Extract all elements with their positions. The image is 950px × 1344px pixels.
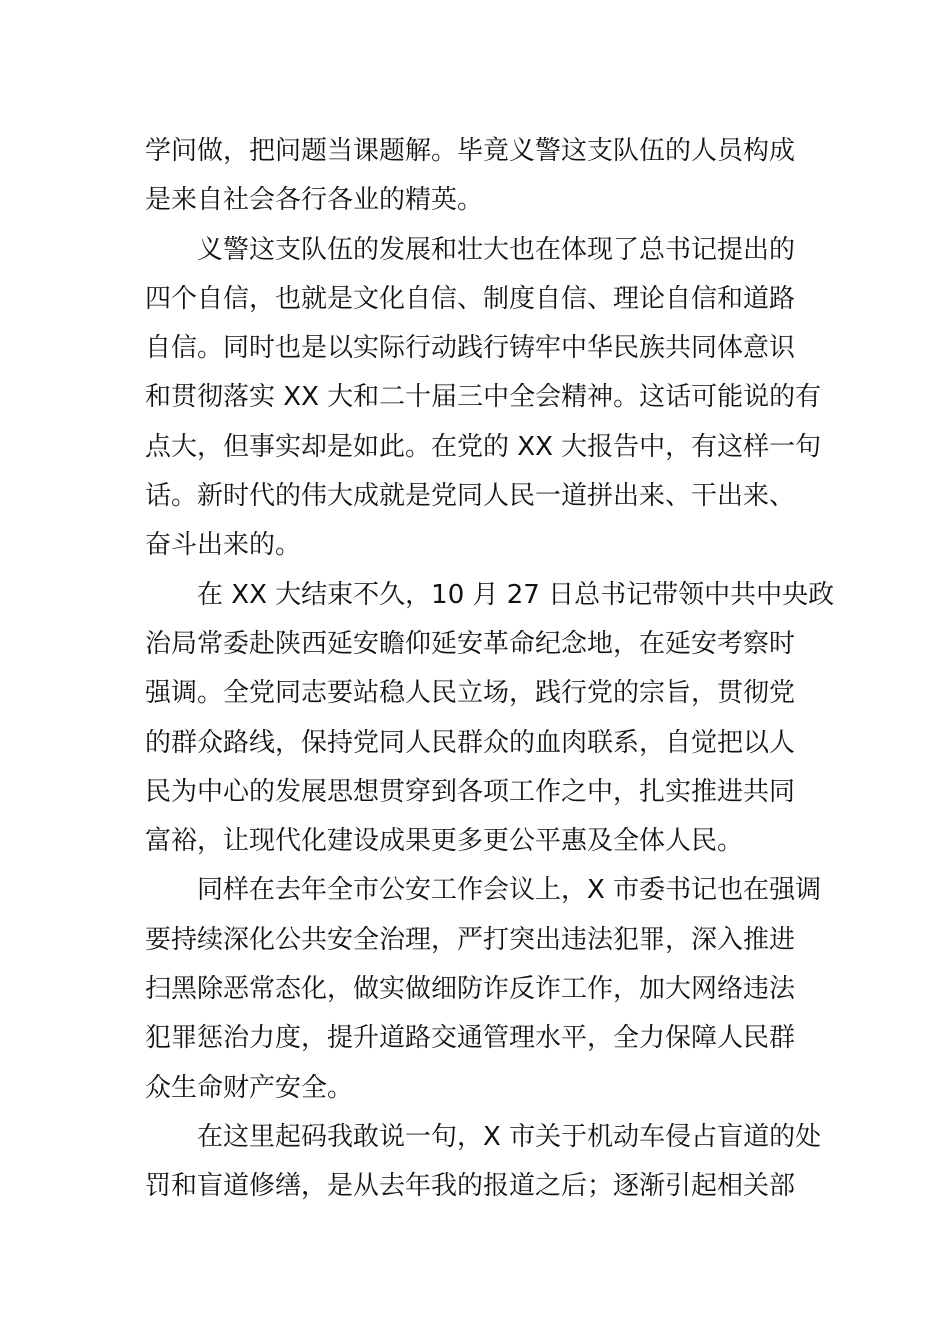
text-line: 众生命财产安全。	[145, 1072, 354, 1103]
text-line: 富裕，让现代化建设成果更多更公平惠及全体人民。	[145, 826, 744, 857]
text-line: 四个自信，也就是文化自信、制度自信、理论自信和道路	[145, 283, 796, 314]
text-line: 奋斗出来的。	[145, 530, 302, 561]
text-line: 的群众路线，保持党同人民群众的血肉联系，自觉把以人	[145, 727, 796, 758]
text-line: 扫黑除恶常态化，做实做细防诈反诈工作，加大网络违法	[145, 974, 796, 1005]
body-text	[145, 127, 835, 1212]
text-line: 自信。同时也是以实际行动践行铸牢中华民族共同体意识	[145, 333, 796, 364]
text-line: 民为中心的发展思想贯穿到各项工作之中，扎实推进共同	[145, 776, 796, 807]
text-line: 话。新时代的伟大成就是党同人民一道拼出来、干出来、	[145, 481, 796, 512]
text-line: 和贯彻落实 XX 大和二十届三中全会精神。这话可能说的有	[145, 382, 822, 413]
text-line: 强调。全党同志要站稳人民立场，践行党的宗旨，贯彻党	[145, 678, 796, 709]
text-line: 学问做，把问题当课题解。毕竟义警这支队伍的人员构成	[145, 136, 796, 166]
text-line: 点大，但事实却是如此。在党的 XX 大报告中，有这样一句	[145, 431, 822, 462]
text-line: 是来自社会各行各业的精英。	[145, 185, 484, 216]
text-line: 治局常委赴陕西延安瞻仰延安革命纪念地，在延安考察时	[145, 628, 796, 659]
text-line: 义警这支队伍的发展和壮大也在体现了总书记提出的	[197, 234, 796, 265]
text-line: 要持续深化公共安全治理，严打突出违法犯罪，深入推进	[145, 924, 796, 955]
text-line: 在这里起码我敢说一句，X 市关于机动车侵占盲道的处	[197, 1121, 822, 1152]
text-line: 在 XX 大结束不久，10 月 27 日总书记带领中共中央政	[197, 579, 835, 610]
text-line: 犯罪惩治力度，提升道路交通管理水平，全力保障人民群	[145, 1023, 796, 1054]
text-line: 同样在去年全市公安工作会议上，X 市委书记也在强调	[197, 875, 822, 906]
text-line: 罚和盲道修缮，是从去年我的报道之后；逐渐引起相关部	[145, 1171, 796, 1202]
